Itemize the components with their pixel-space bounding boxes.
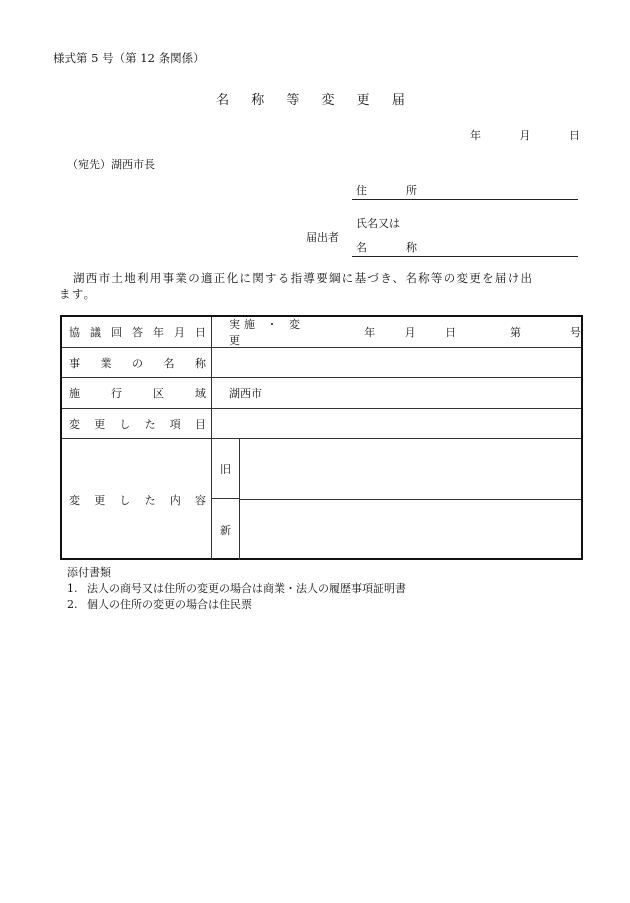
changed-item-label: 変 更 し た 項 目 (62, 409, 212, 438)
table-row (62, 439, 581, 560)
date-day-label: 日 (569, 129, 580, 142)
agreement-day-label: 日 (445, 326, 457, 339)
changed-content-label: 変 更 し た 内 容 (62, 439, 212, 560)
date-year-label: 年 (470, 129, 481, 142)
construction-area-text: 湖西市 (229, 387, 262, 400)
project-name-label: 事 業 の 名 称 (62, 348, 212, 377)
table-row (62, 317, 581, 348)
agreement-date-value[interactable] (212, 317, 581, 347)
address-field[interactable] (352, 184, 578, 200)
change-form-table (60, 315, 583, 560)
changed-item-value[interactable] (212, 409, 581, 438)
addressee: （宛先）湖西市長 (67, 158, 155, 171)
address-label: 住 所 (356, 184, 431, 197)
table-row (62, 378, 581, 409)
old-content-value[interactable] (240, 439, 581, 500)
name-caption: 氏名又は (356, 217, 400, 230)
form-number: 様式第 5 号（第 12 条関係） (53, 51, 205, 65)
table-row (62, 409, 581, 439)
new-content-value[interactable] (240, 499, 581, 560)
attachments-title: 添付書類 (67, 566, 111, 579)
table-row (62, 348, 581, 378)
date-month-label: 月 (519, 129, 531, 142)
agreement-year-label: 年 (364, 326, 376, 339)
agreement-date-label: 協 議 回 答 年 月 日 (62, 317, 212, 347)
old-label: 旧 (212, 439, 240, 499)
date-line (470, 127, 580, 143)
construction-area-value[interactable] (212, 378, 581, 408)
applicant-label: 届出者 (306, 231, 339, 244)
agreement-month-label: 月 (404, 326, 416, 339)
construction-area-label: 施 行 区 域 (62, 378, 212, 408)
project-name-value[interactable] (212, 348, 581, 377)
document-title: 名 称 等 変 更 届 (216, 93, 414, 108)
name-label: 名 称 (356, 241, 431, 254)
agreement-no-prefix: 第 (509, 326, 521, 339)
implementation-change-text: 実施 ・ 変更 (229, 318, 304, 347)
agreement-no-suffix: 号 (570, 326, 581, 339)
list-item: 1. 法人の商号又は住所の変更の場合は商業・法人の履歴事項証明書 (67, 582, 406, 595)
body-text: 湖西市土地利用事業の適正化に関する指導要綱に基づき、名称等の変更を届け出ます。 (59, 271, 534, 301)
new-label: 新 (212, 499, 240, 560)
list-item: 2. 個人の住所の変更の場合は住民票 (67, 598, 252, 611)
attachments-list (67, 581, 406, 613)
name-field[interactable] (352, 241, 578, 257)
